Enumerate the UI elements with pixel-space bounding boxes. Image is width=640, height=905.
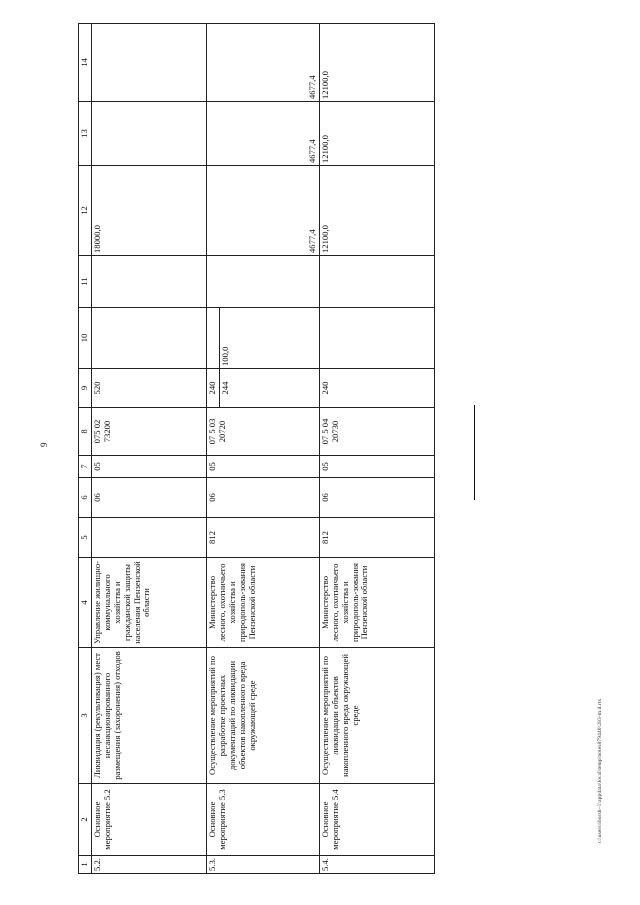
responsible-executor: Министерство лесного, охотничьего хозяйства и природополь-зования Пензенской области (207, 558, 320, 648)
header-cell: 10 (79, 308, 92, 369)
amount-cell (92, 256, 207, 308)
code-cell: 520 (92, 369, 207, 408)
measure-name: Основное мероприятие 5.4 (319, 784, 434, 856)
amount-cell (319, 308, 434, 369)
code-cell: 244 (219, 369, 319, 408)
row-number: 5.4. (319, 856, 434, 874)
amount-cell: 100,0 (219, 308, 319, 369)
amount-cell (92, 308, 207, 369)
responsible-executor: Министерство лесного, охотничьего хозяйства и природополь-зования Пензенской области (319, 558, 434, 648)
row-number: 5.2. (92, 856, 207, 874)
amount-cell (207, 308, 220, 369)
header-cell: 14 (79, 24, 92, 102)
code-cell: 06 (319, 478, 434, 518)
amount-cell: 12100,0 (319, 166, 434, 256)
code-cell: 07 5 04 20730 (319, 408, 434, 456)
code-cell: 06 (207, 478, 320, 518)
code-cell: 06 (92, 478, 207, 518)
code-cell: 07 5 03 20720 (207, 408, 320, 456)
amount-cell: 12100,0 (319, 24, 434, 102)
header-cell: 3 (79, 648, 92, 784)
rotated-table-container (78, 24, 433, 874)
amount-cell: 4677,4 (207, 102, 320, 166)
code-cell: 812 (207, 518, 320, 558)
header-cell: 8 (79, 408, 92, 456)
header-cell: 4 (79, 558, 92, 648)
header-cell: 12 (79, 166, 92, 256)
header-cell: 11 (79, 256, 92, 308)
header-cell: 2 (79, 784, 92, 856)
header-cell: 7 (79, 456, 92, 478)
amount-cell: 4677,4 (207, 24, 320, 102)
header-cell: 5 (79, 518, 92, 558)
table-row (319, 24, 434, 874)
page-number: 9 (39, 442, 49, 447)
header-cell: 6 (79, 478, 92, 518)
code-cell: 240 (319, 369, 434, 408)
footer-file-path: c:\users\iborsh~1\appdata\local\temp\notes879440\283-m.d.rtx (597, 698, 603, 843)
responsible-executor: Управление жилищно-коммунального хозяйства и гражданской защиты населения Пензенской области (92, 558, 207, 648)
amount-cell (319, 256, 434, 308)
header-row (79, 24, 92, 874)
measure-description: Осуществление мероприятий по разработке проектных документаций по ликвидации объектов накопленного вреда окружающей среде (207, 648, 320, 784)
code-cell: 05 (92, 456, 207, 478)
table-row (92, 24, 207, 874)
header-cell: 9 (79, 369, 92, 408)
amount-cell (92, 24, 207, 102)
header-cell: 1 (79, 856, 92, 874)
amount-cell (207, 256, 320, 308)
measure-description: Осуществление мероприятий по ликвидации объектов накопленного вреда окружающей среде (319, 648, 434, 784)
amount-cell: 4677,4 (207, 166, 320, 256)
table-row (207, 24, 220, 874)
amount-cell: 12100,0 (319, 102, 434, 166)
code-cell: 240 (207, 369, 220, 408)
code-cell: 05 (207, 456, 320, 478)
header-cell: 13 (79, 102, 92, 166)
separator-line (474, 405, 475, 500)
code-cell: 812 (319, 518, 434, 558)
measure-name: Основное мероприятие 5.3 (207, 784, 320, 856)
measure-name: Основное мероприятие 5.2 (92, 784, 207, 856)
code-cell: 075 02 73200 (92, 408, 207, 456)
code-cell (92, 518, 207, 558)
code-cell: 05 (319, 456, 434, 478)
program-measures-table (78, 23, 435, 874)
row-number: 5.3. (207, 856, 320, 874)
amount-cell (92, 102, 207, 166)
amount-cell: 18000,0 (92, 166, 207, 256)
measure-description: Ликвидация (рекультивация) мест несанкционированного размещения (захоронения) отходов (92, 648, 207, 784)
